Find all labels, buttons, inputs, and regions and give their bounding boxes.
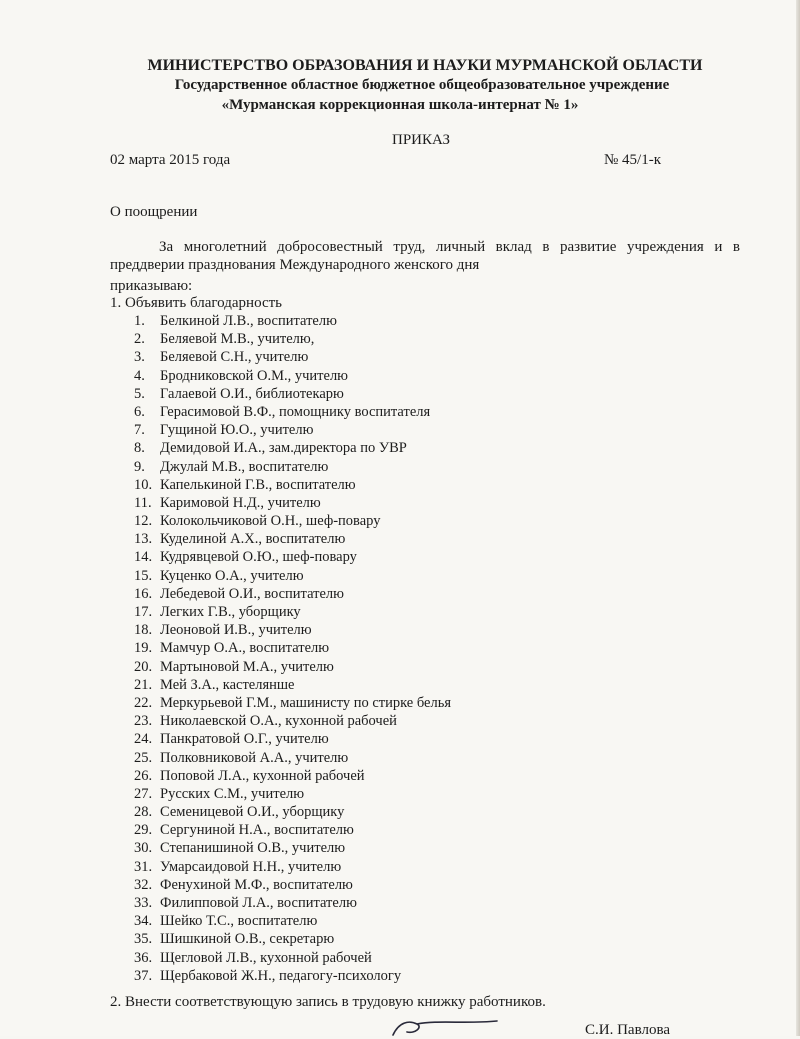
list-item-text: Каримовой Н.Д., учителю <box>160 494 321 511</box>
list-item-number: 27. <box>134 785 153 802</box>
page-edge <box>796 0 800 1036</box>
list-item <box>134 458 451 476</box>
list-item-number: 31. <box>134 858 153 875</box>
list-item-text: Сергуниной Н.А., воспитателю <box>160 822 354 839</box>
list-item-text: Гущиной Ю.О., учителю <box>160 422 314 439</box>
list-item-number: 30. <box>134 840 153 857</box>
list-item-number: 17. <box>134 604 153 620</box>
list-item-text: Полковниковой А.А., учителю <box>160 749 349 766</box>
list-item-text: Степанишиной О.В., учителю <box>160 840 346 857</box>
list-item <box>134 567 451 585</box>
list-item-number: 32. <box>134 876 153 893</box>
list-item-text: Капелькиной Г.В., воспитателю <box>160 476 356 493</box>
item-2-text: 2. Внести соответствующую запись в трудовую книжку работников. <box>110 994 546 1010</box>
list-item-text: Беляевой С.Н., учителю <box>160 349 309 366</box>
list-item-text: Мартыновой М.А., учителю <box>160 658 334 675</box>
list-item <box>134 730 451 748</box>
list-item-text: Беляевой М.В., учителю, <box>160 331 315 348</box>
list-item-text: Поповой Л.А., кухонной рабочей <box>160 767 365 784</box>
employee-list <box>134 312 451 985</box>
list-item-text: Легких Г.В., уборщику <box>160 604 301 620</box>
list-item-number: 19. <box>134 640 153 657</box>
list-item <box>134 585 451 603</box>
list-item <box>134 403 451 421</box>
order-title: ПРИКАЗ <box>392 132 450 148</box>
list-item <box>134 676 451 694</box>
list-item-number: 21. <box>134 676 153 693</box>
list-item-number: 36. <box>134 949 153 966</box>
list-item-number: 33. <box>134 895 153 911</box>
institution-type: Государственное областное бюджетное общеобразовательное учреждение <box>174 77 670 93</box>
list-item <box>134 658 451 676</box>
list-item-number: 34. <box>134 913 153 930</box>
list-item-text: Колокольчиковой О.Н., шеф-повару <box>160 513 381 530</box>
list-item-number: 25. <box>134 749 153 766</box>
list-item-number: 4. <box>134 367 145 384</box>
list-item-text: Джулай М.В., воспитателю <box>160 458 329 475</box>
list-item-number: 8. <box>134 440 145 457</box>
list-item-number: 3. <box>134 349 145 366</box>
list-item-text: Меркурьевой Г.М., машинисту по стирке белья <box>160 694 452 711</box>
list-item <box>134 894 451 912</box>
list-item-number: 29. <box>134 822 153 839</box>
list-item-number: 14. <box>134 549 153 566</box>
decree-word: приказываю: <box>110 278 193 294</box>
list-item-text: Щегловой Л.В., кухонной рабочей <box>160 949 372 966</box>
list-item <box>134 421 451 439</box>
list-item-number: 2. <box>134 331 145 348</box>
list-item-text: Лебедевой О.И., воспитателю <box>160 585 344 602</box>
list-item <box>134 839 451 857</box>
list-item <box>134 385 451 403</box>
list-item <box>134 821 451 839</box>
list-item-number: 12. <box>134 513 153 530</box>
list-item-text: Галаевой О.И., библиотекарю <box>160 385 344 402</box>
list-item-number: 10. <box>134 476 153 493</box>
list-item-text: Фенухиной М.Ф., воспитателю <box>160 876 353 893</box>
preamble-paragraph: За многолетний добросовестный труд, личный вклад в развитие учреждения и в преддверии празднования Международного женского дня <box>110 239 740 273</box>
list-item-text: Куценко О.А., учителю <box>160 567 304 584</box>
list-item <box>134 512 451 530</box>
list-item-text: Русских С.М., учителю <box>160 785 305 802</box>
list-item-number: 18. <box>134 622 153 639</box>
list-item <box>134 348 451 366</box>
list-item <box>134 767 451 785</box>
list-item-number: 23. <box>134 713 153 730</box>
list-item-number: 11. <box>134 494 152 511</box>
list-item <box>134 548 451 566</box>
list-item-number: 5. <box>134 385 145 402</box>
order-number: № 45/1-к <box>604 152 662 168</box>
list-item-text: Николаевской О.А., кухонной рабочей <box>160 713 397 730</box>
list-item <box>134 749 451 767</box>
list-item-text: Семеницевой О.И., уборщику <box>160 804 345 821</box>
signatory-name: С.И. Павлова <box>585 1022 670 1038</box>
order-subject: О поощрении <box>110 204 198 220</box>
list-item <box>134 621 451 639</box>
list-item-text: Шишкиной О.В., секретарю <box>160 931 335 948</box>
list-item-number: 26. <box>134 767 153 784</box>
list-item <box>134 494 451 512</box>
list-item <box>134 330 451 348</box>
list-item-number: 20. <box>134 658 153 675</box>
list-item <box>134 876 451 894</box>
list-item <box>134 712 451 730</box>
list-item-text: Бродниковской О.М., учителю <box>160 367 349 384</box>
list-item-text: Щербаковой Ж.Н., педагогу-психологу <box>160 967 402 984</box>
item-1-title: 1. Объявить благодарность <box>110 295 282 311</box>
list-item <box>134 367 451 385</box>
list-item-text: Белкиной Л.В., воспитателю <box>160 313 337 329</box>
list-item-number: 15. <box>134 567 153 584</box>
list-item <box>134 639 451 657</box>
list-item-text: Кудрявцевой О.Ю., шеф-повару <box>160 549 357 566</box>
list-item <box>134 530 451 548</box>
list-item-number: 28. <box>134 804 153 821</box>
list-item <box>134 930 451 948</box>
list-item-text: Филипповой Л.А., воспитателю <box>160 895 357 911</box>
list-item <box>134 967 451 985</box>
list-item-number: 1. <box>134 313 145 329</box>
list-item-number: 16. <box>134 585 153 602</box>
list-item-text: Леоновой И.В., учителю <box>160 622 312 639</box>
list-item-text: Шейко Т.С., воспитателю <box>160 913 318 930</box>
list-item-text: Герасимовой В.Ф., помощнику воспитателя <box>160 403 431 420</box>
list-item-number: 6. <box>134 403 145 420</box>
list-item <box>134 694 451 712</box>
list-item <box>134 476 451 494</box>
list-item <box>134 912 451 930</box>
list-item <box>134 803 451 821</box>
list-item <box>134 858 451 876</box>
list-item-text: Куделиной А.Х., воспитателю <box>160 531 346 548</box>
list-item <box>134 603 451 621</box>
list-item-number: 22. <box>134 694 153 711</box>
institution-name: «Мурманская коррекционная школа-интернат № 1» <box>221 97 579 113</box>
order-date: 02 марта 2015 года <box>110 152 231 168</box>
list-item-number: 13. <box>134 531 153 548</box>
list-item-number: 7. <box>134 422 145 439</box>
list-item-number: 37. <box>134 967 153 984</box>
list-item-number: 9. <box>134 458 145 475</box>
list-item <box>134 312 451 330</box>
list-item-text: Панкратовой О.Г., учителю <box>160 731 329 748</box>
signature-mark <box>387 1018 507 1036</box>
list-item-number: 35. <box>134 931 153 948</box>
list-item <box>134 439 451 457</box>
ministry-heading: МИНИСТЕРСТВО ОБРАЗОВАНИЯ И НАУКИ МУРМАНСКОЙ ОБЛАСТИ <box>147 57 703 74</box>
list-item <box>134 785 451 803</box>
list-item-text: Мамчур О.А., воспитателю <box>160 640 330 657</box>
list-item-text: Демидовой И.А., зам.директора по УВР <box>160 440 407 457</box>
list-item-text: Умарсаидовой Н.Н., учителю <box>160 858 342 875</box>
list-item-text: Мей З.А., кастелянше <box>160 676 295 693</box>
list-item-number: 24. <box>134 731 153 748</box>
list-item <box>134 949 451 967</box>
